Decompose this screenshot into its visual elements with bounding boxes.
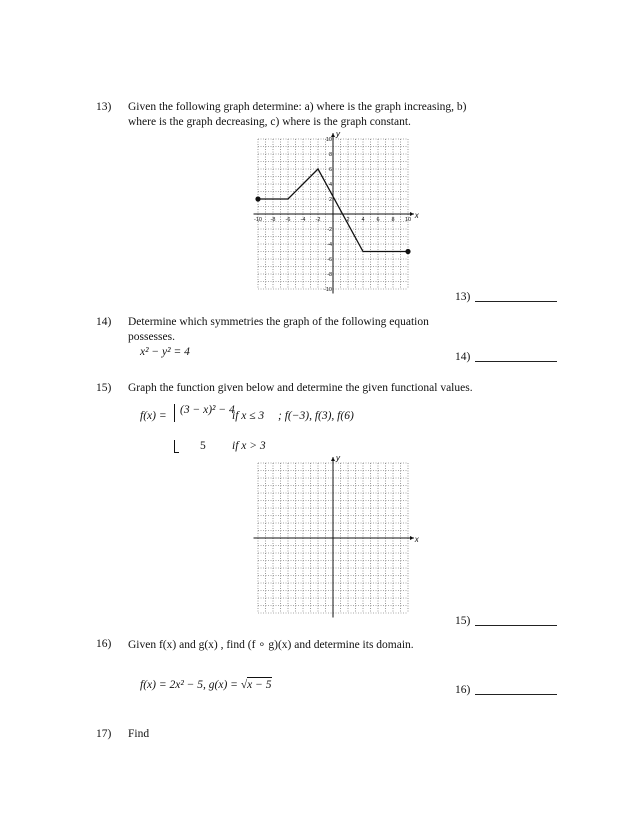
y-tick-label: -10 (324, 287, 332, 293)
x-axis-label: x (414, 211, 419, 220)
q13-answer-blank[interactable] (475, 301, 557, 302)
y-tick-label: 2 (328, 197, 332, 203)
q13-answer-label: 13) (455, 291, 471, 303)
q15-case2-cond: if x > 3 (232, 440, 266, 452)
q14-number: 14) (96, 316, 112, 328)
q14-prompt-line2: possesses. (128, 331, 175, 343)
q16-sqrt-radicand: x − 5 (247, 679, 272, 691)
y-tick-label: 8 (328, 152, 332, 158)
q15-case2-expr: 5 (200, 440, 206, 452)
q15-blank-graph-grid (250, 455, 422, 625)
x-axis-label: x (414, 535, 419, 544)
q13-prompt-line1: Given the following graph determine: a) where is the graph increasing, b) (128, 101, 467, 113)
y-tick-label: -6 (327, 257, 332, 263)
y-axis-label: y (336, 131, 340, 139)
x-tick-label: -4 (300, 217, 306, 223)
q15-case1-cond: if x ≤ 3 (232, 410, 265, 422)
q15-f-of-x: f(x) = (140, 410, 167, 422)
y-tick-label: 6 (328, 167, 332, 173)
q16-answer-label: 16) (455, 684, 471, 696)
x-tick-label: -2 (315, 217, 321, 223)
q15-instruction: Graph the function given below and determine the given functional values. (128, 382, 473, 394)
closed-endpoint-dot (405, 249, 410, 254)
q16-sqrt-sign: √ (240, 679, 248, 691)
q16-number: 16) (96, 638, 112, 650)
q16-functions-left: f(x) = 2x² − 5, g(x) = (140, 679, 241, 691)
q13-prompt-line2: where is the graph decreasing, c) where is the graph constant. (128, 116, 411, 128)
q15-answer-label: 15) (455, 615, 471, 627)
y-tick-label: -2 (327, 227, 332, 233)
x-tick-label: -10 (254, 217, 262, 223)
q14-answer-blank[interactable] (475, 361, 557, 362)
y-tick-label: 4 (328, 182, 332, 188)
q16-given-line: Given f(x) and g(x) , find (f ∘ g)(x) and determine its domain. (128, 639, 414, 651)
q14-equation: x² − y² = 4 (140, 346, 190, 358)
q17-number: 17) (96, 728, 112, 740)
y-axis-arrow (331, 457, 335, 461)
x-axis-arrow (410, 212, 414, 216)
q16-functions (140, 679, 272, 691)
q15-answer-blank[interactable] (475, 625, 557, 626)
q16-answer-blank[interactable] (475, 694, 557, 695)
x-tick-label: -8 (270, 217, 276, 223)
y-tick-label: -4 (327, 242, 332, 248)
q15-brace-bottom (174, 440, 179, 453)
x-tick-label: 10 (404, 217, 412, 223)
q17-text: Find (128, 728, 150, 740)
closed-endpoint-dot (255, 196, 260, 201)
x-tick-label: 6 (376, 217, 380, 223)
y-tick-label: -8 (327, 272, 332, 278)
q13-graph (250, 131, 422, 301)
q15-values: ; f(−3), f(3), f(6) (278, 410, 354, 422)
q14-answer-label: 14) (455, 351, 471, 363)
q15-brace-top (174, 404, 176, 422)
x-tick-label: 2 (346, 217, 350, 223)
q13-number: 13) (96, 101, 112, 113)
x-tick-label: 4 (361, 217, 365, 223)
x-tick-label: 8 (391, 217, 395, 223)
x-axis-arrow (410, 536, 414, 540)
q15-number: 15) (96, 382, 112, 394)
q14-prompt-line1: Determine which symmetries the graph of the following equation (128, 316, 429, 328)
q15-case1-expr: (3 − x)² − 4 (180, 404, 235, 416)
x-tick-label: -6 (285, 217, 291, 223)
y-tick-label: 10 (325, 137, 332, 143)
y-axis-label: y (336, 455, 340, 463)
